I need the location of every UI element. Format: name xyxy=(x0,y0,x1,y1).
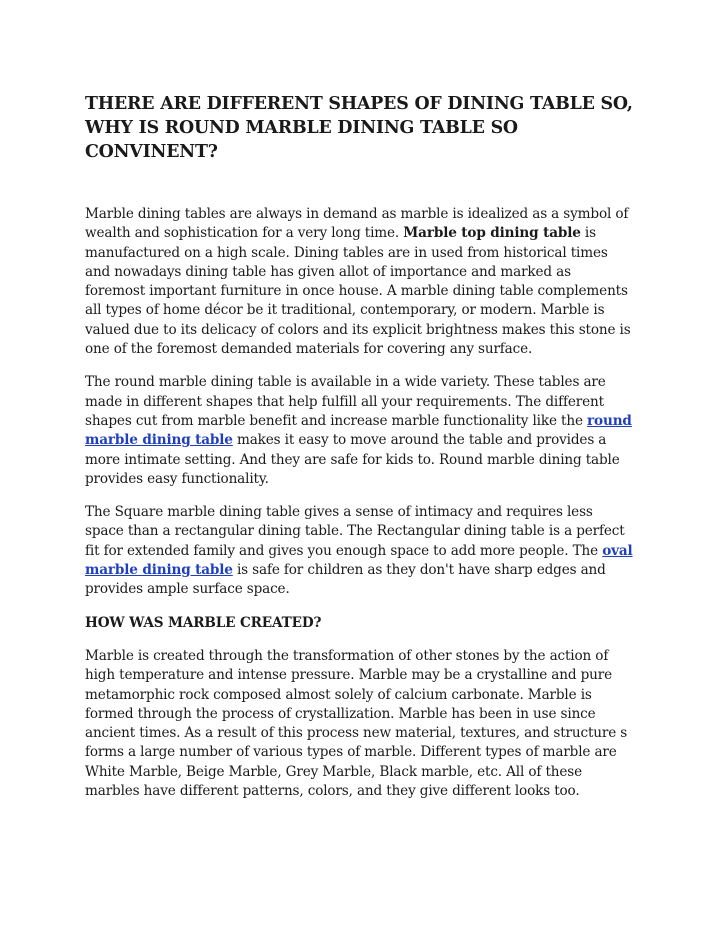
paragraph-4: Marble is created through the transformation of other stones by the action of high temperature and intense pressure. Marble may be a crystalline and pure metamorphic rock composed almost solely of calcium carbonate. Marble is formed through the process of crystallization. Marble has been in use since ancient times. As a result of this process new material, textures, and structure s forms a large number of various types of marble. Different types of marble are White Marble, Beige Marble, Grey Marble, Black marble, etc. All of these marbles have different patterns, colors, and they give different looks too. xyxy=(85,647,628,800)
paragraph-1 xyxy=(85,205,633,359)
document-page xyxy=(85,92,633,815)
paragraph-3-text-a: The Square marble dining table gives a sense of intimacy and requires less space than a rectangular dining table. The Rectangular dining table is a perfect fit for extended family and gives you enough space to add more people. The xyxy=(85,504,625,559)
title-line-1: THERE ARE DIFFERENT SHAPES OF DINING TABLE SO, xyxy=(85,94,633,114)
title-line-2: WHY IS ROUND MARBLE DINING TABLE SO CONVINENT? xyxy=(85,118,518,162)
oval-marble-dining-table-link[interactable]: oval marble dining table xyxy=(85,542,633,579)
paragraph-1-bold-phrase: Marble top dining table xyxy=(403,225,581,242)
paragraph-2-text-a: The round marble dining table is available in a wide variety. These tables are made in different shapes that help fulfill all your requirements. The different shapes cut from marble benefit and increase marble functionality like the xyxy=(85,374,606,429)
paragraph-3-text-b: is safe for children as they don't have sharp edges and provides ample surface space. xyxy=(85,562,606,598)
paragraph-1-text-b: is manufactured on a high scale. Dining tables are in used from historical times and nowadays dining table has given allot of importance and marked as foremost important furniture in once house. A marble dining table complements all types of home décor be it traditional, contemporary, or modern. Marble is valued due to its delicacy of colors and its explicit brightness makes this stone is one of the foremost demanded materials for covering any surface. xyxy=(85,225,631,358)
document-title xyxy=(85,92,633,164)
paragraph-3 xyxy=(85,503,633,599)
paragraph-1-text-a: Marble dining tables are always in demand as marble is idealized as a symbol of wealth and sophistication for a very long time. xyxy=(85,206,629,242)
section-heading: HOW WAS MARBLE CREATED? xyxy=(85,614,322,631)
paragraph-2-text-b: makes it easy to move around the table and provides a more intimate setting. And they are safe for kids to. Round marble dining table provides easy functionality. xyxy=(85,432,620,487)
round-marble-dining-table-link[interactable]: round marble dining table xyxy=(85,412,632,449)
paragraph-2 xyxy=(85,373,633,489)
